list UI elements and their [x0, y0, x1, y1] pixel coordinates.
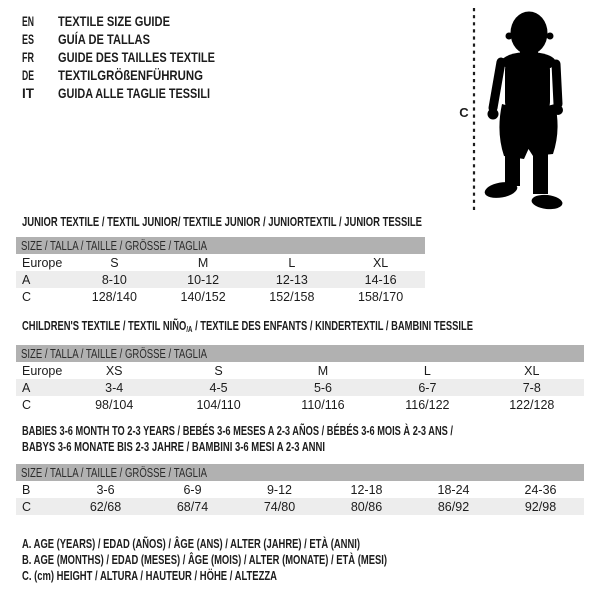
lang-title: GUÍA DE TALLAS — [58, 30, 150, 47]
size-cell: 3-4 — [105, 380, 124, 395]
size-cell: XL — [372, 255, 389, 270]
lang-code: IT — [22, 84, 34, 101]
lang-title: TEXTILE SIZE GUIDE — [58, 12, 170, 29]
size-cell: 98/104 — [95, 397, 134, 412]
size-cell: 8-10 — [101, 272, 127, 287]
size-cell: L — [423, 363, 431, 378]
lang-row-es — [22, 30, 258, 48]
junior-size-table — [16, 237, 425, 305]
size-cell: 62/68 — [89, 499, 122, 514]
table-row-age — [16, 271, 425, 288]
size-cell: 24-36 — [524, 482, 557, 497]
size-cell: S — [110, 255, 119, 270]
size-cell: 140/152 — [180, 289, 226, 304]
size-cell: S — [214, 363, 223, 378]
lang-row-de — [22, 66, 258, 84]
size-cell: 5-6 — [313, 380, 333, 395]
size-cell: 18-24 — [437, 482, 470, 497]
footnote-c: C. (cm) HEIGHT / ALTURA / HAUTEUR / HÖHE / ALTEZZA — [22, 568, 277, 584]
size-cell: 68/74 — [176, 499, 209, 514]
size-cell: 9-12 — [266, 482, 293, 497]
lang-title: GUIDA ALLE TAGLIE TESSILI — [58, 84, 210, 101]
children-heading-text — [22, 319, 473, 336]
children-heading-sub: /A — [186, 324, 193, 334]
size-cell: L — [288, 255, 296, 270]
row-label: A — [22, 272, 31, 287]
size-cell: 116/122 — [405, 397, 450, 412]
size-cell: 122/128 — [509, 397, 555, 412]
lang-title: GUIDE DES TAILLES TEXTILE — [58, 48, 215, 65]
size-cell: 92/98 — [524, 499, 557, 514]
size-cell: 10-12 — [187, 272, 220, 287]
children-size-table — [16, 345, 584, 413]
size-header-label: SIZE / TALLA / TAILLE / GRÖSSE / TAGLIA — [21, 465, 207, 480]
size-header-row — [16, 464, 584, 481]
junior-section-heading — [22, 215, 572, 229]
size-cell: 74/80 — [263, 499, 296, 514]
lang-code: DE — [22, 66, 34, 83]
size-cell: 158/170 — [358, 289, 404, 304]
size-cell: 6-9 — [183, 482, 202, 497]
table-row-height — [16, 288, 425, 305]
lang-row-it — [22, 84, 258, 102]
footnote-a: A. AGE (YEARS) / EDAD (AÑOS) / ÂGE (ANS) / ALTER (JAHRE) / ETÀ (ANNI) — [22, 536, 360, 551]
size-header-label: SIZE / TALLA / TAILLE / GRÖSSE / TAGLIA — [21, 238, 207, 253]
lang-code: ES — [22, 30, 34, 47]
lang-row-fr — [22, 48, 258, 66]
size-cell: 128/140 — [91, 289, 137, 304]
row-label: B — [22, 482, 31, 497]
language-title-list — [22, 12, 258, 101]
size-cell: 80/86 — [350, 499, 383, 514]
children-section-heading — [22, 319, 600, 336]
row-label: Europe — [22, 363, 63, 378]
table-row-age — [16, 379, 584, 396]
size-cell: M — [197, 255, 209, 270]
size-cell: 12-18 — [350, 482, 383, 497]
row-label: Europe — [22, 255, 63, 270]
table-row-europe — [16, 254, 425, 271]
size-header-row — [16, 345, 584, 362]
footnote-legend — [22, 536, 526, 585]
children-heading-suffix: / TEXTILE DES ENFANTS / KINDERTEXTIL / BAMBINI TESSILE — [192, 318, 473, 333]
size-cell: 12-13 — [275, 272, 308, 287]
junior-heading-text: JUNIOR TEXTILE / TEXTIL JUNIOR/ TEXTILE JUNIOR / JUNIORTEXTIL / JUNIOR TESSILE — [22, 214, 422, 229]
children-heading-prefix: CHILDREN'S TEXTILE / TEXTIL NIÑO — [22, 318, 187, 333]
table-row-months — [16, 481, 584, 498]
row-label: A — [22, 380, 31, 395]
footnote-b: B. AGE (MONTHS) / EDAD (MESES) / ÂGE (MOIS) / ALTER (MONATE) / ETÀ (MESI) — [22, 552, 387, 568]
table-row-height — [16, 396, 584, 413]
size-cell: XL — [524, 363, 540, 378]
height-measure-figure — [450, 6, 585, 216]
size-header-label: SIZE / TALLA / TAILLE / GRÖSSE / TAGLIA — [21, 346, 207, 361]
lang-code: FR — [22, 48, 34, 65]
row-label: C — [22, 499, 32, 514]
babies-heading-line1: BABIES 3-6 MONTH TO 2-3 YEARS / BEBÉS 3-6 MESES A 2-3 AÑOS / BÉBÉS 3-6 MOIS À 2-3 ANS / — [22, 423, 453, 438]
lang-code: EN — [22, 12, 34, 29]
babies-section-heading — [22, 424, 600, 456]
babies-heading-line2: BABYS 3-6 MONATE BIS 2-3 JAHRE / BAMBINI 3-6 MESI A 2-3 ANNI — [22, 439, 325, 455]
row-label: C — [22, 397, 32, 412]
size-cell: 86/92 — [437, 499, 470, 514]
size-header-row — [16, 237, 425, 254]
toddler-body — [483, 12, 563, 211]
lang-title: TEXTILGRÖßENFÜHRUNG — [58, 66, 203, 83]
size-cell: 14-16 — [364, 272, 397, 287]
measure-label-c: C — [459, 105, 469, 120]
size-cell: 3-6 — [96, 482, 115, 497]
lang-row-en — [22, 12, 258, 30]
table-row-europe — [16, 362, 584, 379]
size-cell: 152/158 — [269, 289, 315, 304]
size-cell: XS — [105, 363, 123, 378]
size-cell: 7-8 — [522, 380, 541, 395]
size-cell: 6-7 — [418, 380, 437, 395]
babies-size-table — [16, 464, 584, 515]
row-label: C — [22, 289, 32, 304]
size-cell: 4-5 — [209, 380, 228, 395]
table-row-height — [16, 498, 584, 515]
size-cell: M — [317, 363, 329, 378]
size-cell: 104/110 — [196, 397, 241, 412]
size-cell: 110/116 — [301, 397, 345, 412]
